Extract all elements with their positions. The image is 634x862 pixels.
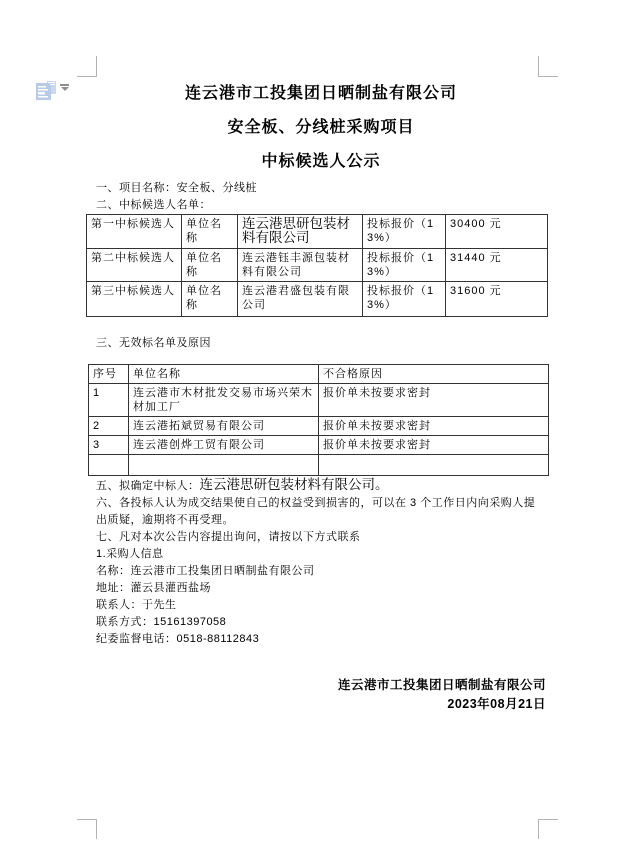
signature-block xyxy=(96,676,546,714)
section-1-project-name: 一、项目名称：安全板、分线桩 xyxy=(96,182,257,194)
bid-price-label: 投标报价（13%） xyxy=(363,249,446,282)
document-content xyxy=(91,0,546,714)
invalid-row-no: 1 xyxy=(89,384,129,417)
crop-mark-top-left-horizontal xyxy=(77,76,97,77)
crop-mark-bottom-left-horizontal xyxy=(77,819,97,820)
title-company: 连云港市工投集团日晒制盐有限公司 xyxy=(184,85,457,102)
table-row xyxy=(87,215,548,249)
col-header-reason: 不合格原因 xyxy=(319,365,549,384)
bid-price-value: 31600 元 xyxy=(446,282,548,317)
invalid-row-reason: 报价单未按要求密封 xyxy=(319,436,549,455)
col-header-no: 序号 xyxy=(89,365,129,384)
unit-name-label: 单位名称 xyxy=(182,215,238,249)
clipboard-document-icon xyxy=(35,80,57,101)
bid-price-label: 投标报价（13%） xyxy=(363,282,446,317)
section-3-invalid-heading: 三、无效标名单及原因 xyxy=(96,337,211,349)
invalid-row-company xyxy=(129,455,319,476)
invalid-row-no: 3 xyxy=(89,436,129,455)
invalid-bids-table xyxy=(88,364,549,476)
section-7-contact-notice: 七、凡对本次公告内容提出询问，请按以下方式联系 xyxy=(96,531,361,543)
candidate-rank: 第三中标候选人 xyxy=(87,282,182,317)
candidates-table xyxy=(86,214,548,317)
table-row xyxy=(89,384,549,417)
document-titles xyxy=(96,85,546,171)
signature-date: 2023年08月21日 xyxy=(447,697,546,711)
invalid-row-reason: 报价单未按要求密封 xyxy=(319,417,549,436)
bid-price-label: 投标报价（13%） xyxy=(363,215,446,249)
crop-mark-bottom-left-vertical xyxy=(96,819,97,839)
paste-options-dropdown-icon[interactable] xyxy=(60,84,69,91)
winner-label: 五、拟确定中标人： xyxy=(96,480,200,492)
col-header-company: 单位名称 xyxy=(129,365,319,384)
invalid-row-company: 连云港拓斌贸易有限公司 xyxy=(129,417,319,436)
unit-name-label: 单位名称 xyxy=(182,249,238,282)
title-project: 安全板、分线桩采购项目 xyxy=(227,119,415,136)
table-header-row xyxy=(89,365,549,384)
invalid-row-company: 连云港市木材批发交易市场兴荣木材加工厂 xyxy=(129,384,319,417)
section-5-winner xyxy=(96,476,546,495)
buyer-address: 地址：灌云县灌西盐场 xyxy=(96,582,211,594)
table-row-empty xyxy=(89,455,549,476)
buyer-contact-person: 联系人：于先生 xyxy=(96,599,177,611)
winner-company: 连云港思研包装材料有限公司。 xyxy=(199,477,389,492)
invalid-row-reason xyxy=(319,455,549,476)
candidate-rank: 第二中标候选人 xyxy=(87,249,182,282)
candidate-company: 连云港君盛包装有限公司 xyxy=(238,282,363,317)
table-row xyxy=(89,436,549,455)
table-row xyxy=(87,282,548,317)
candidate-company: 连云港钰丰源包装材料有限公司 xyxy=(238,249,363,282)
table-row xyxy=(87,249,548,282)
table-row xyxy=(89,417,549,436)
bid-price-value: 30400 元 xyxy=(446,215,548,249)
buyer-phone: 联系方式：15161397058 xyxy=(96,616,227,628)
invalid-row-reason: 报价单未按要求密封 xyxy=(319,384,549,417)
buyer-info-block xyxy=(96,546,546,648)
buyer-name: 名称：连云港市工投集团日晒制盐有限公司 xyxy=(96,565,315,577)
buyer-info-heading: 1.采购人信息 xyxy=(96,548,164,560)
bid-price-value: 31440 元 xyxy=(446,249,548,282)
section-6-objection-notice: 六、各投标人认为成交结果使自己的权益受到损害的，可以在 3 个工作日内向采购人提出质疑，逾期将不再受理。 xyxy=(96,497,536,526)
signature-company: 连云港市工投集团日晒制盐有限公司 xyxy=(337,678,546,692)
crop-mark-bottom-right-vertical xyxy=(538,819,539,839)
paste-options-button[interactable] xyxy=(35,80,71,104)
candidate-company: 连云港思研包装材料有限公司 xyxy=(238,215,363,249)
unit-name-label: 单位名称 xyxy=(182,282,238,317)
discipline-supervision-phone: 纪委监督电话：0518-88112843 xyxy=(96,633,260,645)
section-2-candidates-heading: 二、中标候选人名单： xyxy=(96,199,211,211)
crop-mark-bottom-right-horizontal xyxy=(538,819,558,820)
title-announcement: 中标候选人公示 xyxy=(261,153,381,170)
invalid-row-no: 2 xyxy=(89,417,129,436)
invalid-row-no xyxy=(89,455,129,476)
invalid-row-company: 连云港创烨工贸有限公司 xyxy=(129,436,319,455)
candidate-rank: 第一中标候选人 xyxy=(87,215,182,249)
